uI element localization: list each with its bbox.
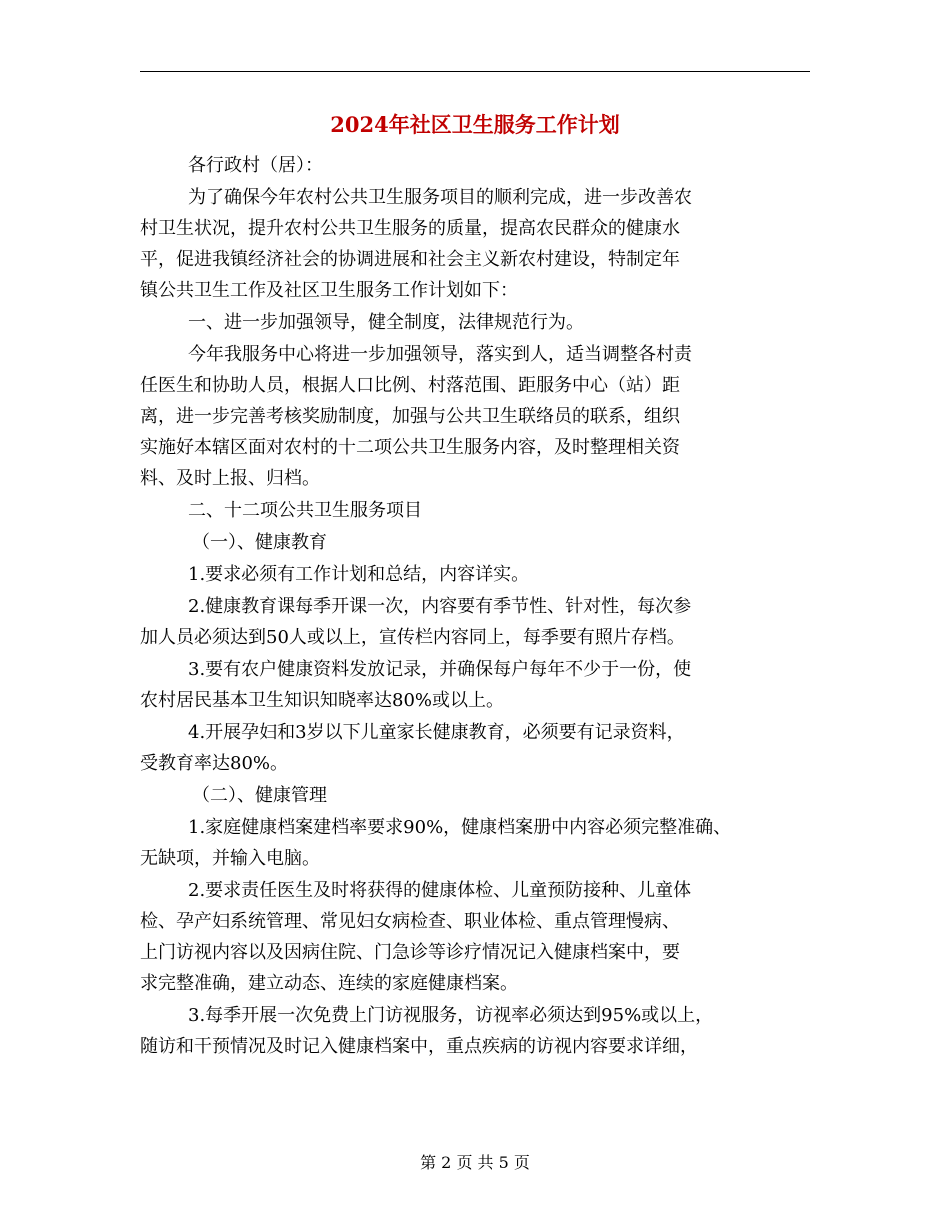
- paragraph-line: 3.要有农户健康资料发放记录，并确保每户每年不少于一份，使: [188, 659, 692, 680]
- paragraph-line: 村卫生状况，提升农村公共卫生服务的质量，提高农民群众的健康水: [140, 218, 680, 239]
- paragraph-line: （一）、健康教育: [192, 532, 327, 553]
- document-body: [140, 150, 810, 1063]
- paragraph-line: 任医生和协助人员，根据人口比例、村落范围、距服务中心（站）距: [140, 375, 680, 396]
- paragraph: [140, 339, 810, 494]
- paragraph-line: 1.要求必须有工作计划和总结，内容详实。: [188, 564, 530, 585]
- header-rule: [140, 71, 810, 72]
- paragraph: [140, 307, 810, 338]
- paragraph-line: 3.每季开展一次免费上门访视服务，访视率必须达到95%或以上，: [188, 1005, 714, 1026]
- paragraph-line: 求完整准确，建立动态、连续的家庭健康档案。: [140, 973, 518, 994]
- paragraph-line: （二）、健康管理: [192, 785, 327, 806]
- paragraph: [140, 150, 810, 181]
- paragraph: [140, 559, 810, 590]
- paragraph-line: 加人员必须达到50人或以上，宣传栏内容同上，每季要有照片存档。: [140, 627, 685, 648]
- paragraph-line: 为了确保今年农村公共卫生服务项目的顺利完成，进一步改善农: [188, 187, 692, 208]
- paragraph-line: 平，促进我镇经济社会的协调进展和社会主义新农村建设，特制定年: [140, 249, 680, 270]
- paragraph: [140, 495, 810, 526]
- paragraph-line: 4.开展孕妇和3岁以下儿童家长健康教育，必须要有记录资料，: [188, 722, 685, 743]
- paragraph: [140, 717, 810, 779]
- paragraph: [140, 780, 810, 811]
- paragraph: [140, 812, 810, 874]
- paragraph-line: 离，进一步完善考核奖励制度，加强与公共卫生联络员的联系，组织: [140, 406, 680, 427]
- paragraph-line: 今年我服务中心将进一步加强领导，落实到人，适当调整各村责: [188, 344, 692, 365]
- paragraph-line: 随访和干预情况及时记入健康档案中，重点疾病的访视内容要求详细，: [140, 1036, 698, 1057]
- paragraph-line: 检、孕产妇系统管理、常见妇女病检查、职业体检、重点管理慢病、: [140, 911, 680, 932]
- paragraph-line: 各行政村（居）：: [188, 155, 323, 176]
- paragraph-line: 受教育率达80%。: [140, 753, 289, 774]
- paragraph-line: 镇公共卫生工作及社区卫生服务工作计划如下：: [140, 280, 518, 301]
- paragraph: [140, 1000, 810, 1062]
- paragraph: [140, 527, 810, 558]
- paragraph-line: 一、进一步加强领导，健全制度，法律规范行为。: [188, 312, 584, 333]
- paragraph-line: 无缺项，并输入电脑。: [140, 848, 320, 869]
- paragraph-line: 农村居民基本卫生知识知晓率达80%或以上。: [140, 690, 505, 711]
- paragraph-line: 2.要求责任医生及时将获得的健康体检、儿童预防接种、儿童体: [188, 880, 692, 901]
- paragraph-line: 上门访视内容以及因病住院、门急诊等诊疗情况记入健康档案中，要: [140, 942, 680, 963]
- page-number-footer: 第 2 页 共 5 页: [420, 1153, 530, 1172]
- paragraph-line: 实施好本辖区面对农村的十二项公共卫生服务内容，及时整理相关资: [140, 437, 680, 458]
- paragraph-line: 二、十二项公共卫生服务项目: [188, 500, 422, 521]
- paragraph-line: 2.健康教育课每季开课一次，内容要有季节性、针对性，每次参: [188, 596, 692, 617]
- paragraph: [140, 182, 810, 306]
- document-title: 2024年社区卫生服务工作计划: [330, 112, 620, 137]
- paragraph: [140, 591, 810, 653]
- paragraph: [140, 654, 810, 716]
- paragraph-line: 1.家庭健康档案建档率要求90%，健康档案册中内容必须完整准确、: [188, 817, 732, 838]
- paragraph-line: 料、及时上报、归档。: [140, 468, 320, 489]
- paragraph: [140, 875, 810, 999]
